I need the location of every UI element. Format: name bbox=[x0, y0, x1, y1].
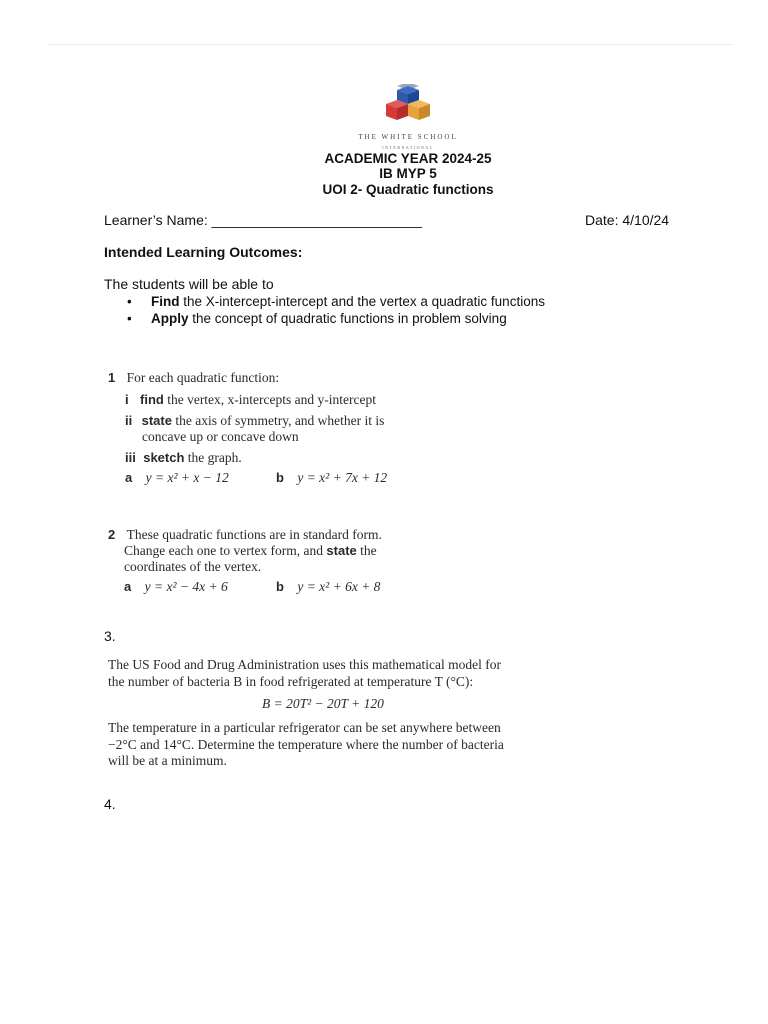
q2-line-2 bbox=[124, 543, 377, 559]
q2-verb: state bbox=[326, 543, 357, 558]
q1-b-label: b bbox=[276, 470, 284, 485]
q1-part-ii bbox=[125, 413, 384, 429]
q1-iii-text: the graph. bbox=[184, 450, 242, 465]
q1-iii-label: iii bbox=[125, 450, 136, 465]
q1-b-expression: y = x² + 7x + 12 bbox=[297, 470, 388, 485]
q3-line-3: The temperature in a particular refrigerator can be set anywhere between bbox=[108, 720, 501, 735]
date-field: Date: 4/10/24 bbox=[585, 212, 670, 228]
q1-i-verb: find bbox=[140, 392, 164, 407]
q3-line-4: −2°C and 14°C. Determine the temperature where the number of bacteria bbox=[108, 737, 504, 752]
q2-line-3: coordinates of the vertex. bbox=[124, 559, 262, 574]
q2-text-2: Change each one to vertex form, and bbox=[124, 543, 327, 558]
outcomes-intro: The students will be able to bbox=[104, 276, 274, 292]
q4-number: 4. bbox=[104, 796, 116, 812]
q3-line-2: the number of bacteria B in food refrigerated at temperature T (°C): bbox=[108, 674, 474, 689]
q1-part-a bbox=[125, 470, 229, 486]
school-logo bbox=[383, 84, 433, 126]
q2-b-label: b bbox=[276, 579, 284, 594]
q1-a-label: a bbox=[125, 470, 133, 485]
q3-formula: B = 20T² − 20T + 120 bbox=[262, 696, 384, 711]
program-heading: IB MYP 5 bbox=[379, 166, 437, 181]
academic-year-heading: ACADEMIC YEAR 2024-25 bbox=[324, 151, 492, 166]
q2-text-2b: the bbox=[356, 543, 377, 558]
page-top-rule bbox=[48, 44, 732, 45]
q1-iii-verb: sketch bbox=[143, 450, 185, 465]
q2-line-1 bbox=[108, 527, 382, 543]
school-name: THE WHITE SCHOOL bbox=[358, 133, 458, 141]
q1-part-iii bbox=[125, 450, 242, 466]
q2-part-a bbox=[124, 579, 228, 595]
q1-i-label: i bbox=[125, 392, 129, 407]
school-subtitle: INTERNATIONAL bbox=[382, 145, 434, 150]
outcomes-title: Intended Learning Outcomes: bbox=[104, 244, 303, 260]
outcome-text: the X-intercept-intercept and the vertex a quadratic functions bbox=[179, 294, 545, 309]
outcome-verb: Apply bbox=[151, 311, 189, 326]
learner-name-field: Learner’s Name: ___________________________ bbox=[104, 212, 422, 228]
q2-part-b bbox=[276, 579, 380, 595]
q2-number: 2 bbox=[108, 527, 116, 542]
q1-stem bbox=[108, 370, 279, 386]
q1-ii-text: the axis of symmetry, and whether it is bbox=[171, 413, 385, 428]
q1-part-ii-cont: concave up or concave down bbox=[142, 429, 299, 444]
bullet-dot: • bbox=[127, 311, 132, 326]
outcome-verb: Find bbox=[151, 294, 180, 309]
q1-stem-text: For each quadratic function: bbox=[126, 370, 280, 385]
q3-line-1: The US Food and Drug Administration uses this mathematical model for bbox=[108, 657, 501, 672]
q1-part-b bbox=[276, 470, 387, 486]
q2-a-expression: y = x² − 4x + 6 bbox=[144, 579, 228, 594]
q2-b-expression: y = x² + 6x + 8 bbox=[297, 579, 381, 594]
q1-a-expression: y = x² + x − 12 bbox=[145, 470, 229, 485]
q1-ii-label: ii bbox=[125, 413, 133, 428]
q1-i-text: the vertex, x-intercepts and y-intercept bbox=[163, 392, 376, 407]
q2-a-label: a bbox=[124, 579, 132, 594]
q2-text-1: These quadratic functions are in standard form. bbox=[126, 527, 382, 542]
q1-number: 1 bbox=[108, 370, 116, 385]
q1-ii-verb: state bbox=[141, 413, 172, 428]
q3-number: 3. bbox=[104, 628, 116, 644]
unit-heading: UOI 2- Quadratic functions bbox=[322, 182, 494, 197]
q3-line-5: will be at a minimum. bbox=[108, 753, 227, 768]
q1-part-i bbox=[125, 392, 376, 408]
outcome-text: the concept of quadratic functions in problem solving bbox=[188, 311, 507, 326]
bullet-dot: • bbox=[127, 294, 132, 309]
